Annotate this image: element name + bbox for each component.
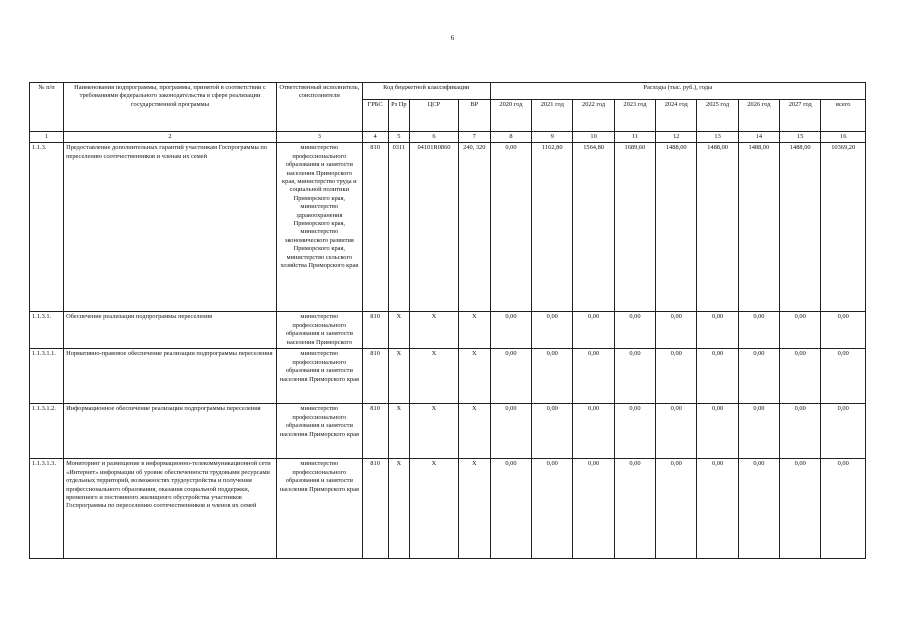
row-expense-value: 1488,00 [697,143,738,312]
row-expense-value: 0,00 [532,404,573,459]
row-expense-value: 0,00 [614,459,655,559]
row-rzpr: X [388,349,410,404]
row-vr: X [458,404,490,459]
row-name: Нормативно-правовое обеспечение реализации подпрограммы переселения [64,349,277,404]
row-executor: министерство профессионального образования и занятости населения Приморского края [276,404,362,459]
row-grbs: 810 [362,143,388,312]
row-expense-value: 0,00 [614,312,655,349]
column-index-cell: 1 [30,132,64,143]
header-year-7: 2027 год [780,100,821,132]
column-index-cell: 5 [388,132,410,143]
row-expense-value: 1162,80 [532,143,573,312]
row-vr: 240, 320 [458,143,490,312]
row-rzpr: 0311 [388,143,410,312]
row-name: Предоставление дополнительных гарантий участникам Госпрограммы по переселению соотечественников и членам их семей [64,143,277,312]
table-row [30,312,866,349]
row-expense-value: 0,00 [780,459,821,559]
header-year-4: 2024 год [656,100,697,132]
row-csr: X [410,459,459,559]
row-expense-value: 0,00 [656,349,697,404]
row-number: 1.1.3. [30,143,64,312]
row-expense-value: 0,00 [490,459,531,559]
row-grbs: 810 [362,349,388,404]
column-index-cell: 15 [780,132,821,143]
row-vr: X [458,349,490,404]
row-expense-value: 0,00 [573,404,614,459]
row-vr: X [458,459,490,559]
row-expense-value: 0,00 [780,312,821,349]
row-expense-value: 0,00 [821,349,866,404]
header-year-1: 2021 год [532,100,573,132]
row-expense-value: 0,00 [697,459,738,559]
header-expenses: Расходы (тыс. руб.), годы [490,83,865,100]
header-name: Наименования подпрограммы, программы, принятой в соответствии с требованиями федерального законодательства в сфере реализации государственной программы [64,83,277,132]
header-year-2: 2022 год [573,100,614,132]
row-rzpr: X [388,404,410,459]
column-index-cell: 14 [738,132,779,143]
column-index-cell: 13 [697,132,738,143]
page-number: 6 [450,34,455,42]
column-index-cell: 8 [490,132,531,143]
row-rzpr: X [388,459,410,559]
row-expense-value: 0,00 [738,312,779,349]
row-number: 1.1.3.1. [30,312,64,349]
row-csr: 04101R0860 [410,143,459,312]
row-name: Обеспечение реализации подпрограммы переселения [64,312,277,349]
row-expense-value: 1689,60 [614,143,655,312]
row-name: Мониторинг и размещение в информационно-телекоммуникационной сети «Интернет» информации об уровне обеспеченности трудовыми ресурсами отдельных территорий, возможностях трудоустройства и получения профессионального образования, оказания социальной поддержки, временного и постоянного жилищного обустройства участников Госпрограммы по переселению соотечественников и членов их семей [64,459,277,559]
row-expense-value: 0,00 [656,459,697,559]
header-year-8: всего [821,100,866,132]
row-expense-value: 0,00 [532,312,573,349]
row-vr: X [458,312,490,349]
header-budget-code: Код бюджетной классификации [362,83,490,100]
column-index-cell: 9 [532,132,573,143]
header-year-5: 2025 год [697,100,738,132]
row-expense-value: 1488,00 [656,143,697,312]
row-expense-value: 0,00 [490,404,531,459]
row-expense-value: 0,00 [656,404,697,459]
row-expense-value: 0,00 [821,312,866,349]
row-expense-value: 1488,00 [780,143,821,312]
table-row [30,404,866,459]
row-csr: X [410,404,459,459]
column-index-cell: 4 [362,132,388,143]
row-expense-value: 0,00 [738,459,779,559]
row-expense-value: 0,00 [490,143,531,312]
row-executor: министерство профессионального образования и занятости населения Приморского [276,312,362,349]
row-grbs: 810 [362,404,388,459]
expenses-table [29,82,866,559]
column-index-cell: 7 [458,132,490,143]
row-expense-value: 0,00 [614,349,655,404]
row-expense-value: 0,00 [490,349,531,404]
row-name: Информационное обеспечение реализации подпрограммы переселения [64,404,277,459]
row-executor: министерство профессионального образования и занятости населения Приморского края [276,349,362,404]
column-index-cell: 6 [410,132,459,143]
row-csr: X [410,312,459,349]
row-expense-value: 0,00 [697,349,738,404]
header-executor: Ответственный исполнитель, соисполнители [276,83,362,132]
column-index-cell: 10 [573,132,614,143]
header-year-3: 2023 год [614,100,655,132]
row-expense-value: 0,00 [656,312,697,349]
row-executor: министерство профессионального образования и занятости населения Приморского края, министерство труда и социальной политики Приморского края, министерство здравоохранения Приморского края, министерство экономического развития Приморского края, министерство сельского хозяйства Приморского края [276,143,362,312]
table-body [30,83,866,559]
row-rzpr: X [388,312,410,349]
row-expense-value: 0,00 [821,459,866,559]
column-index-cell: 2 [64,132,277,143]
row-grbs: 810 [362,312,388,349]
row-expense-value: 1488,00 [738,143,779,312]
row-number: 1.1.3.1.3. [30,459,64,559]
header-code-1: Рз Пр [388,100,410,132]
header-year-6: 2026 год [738,100,779,132]
row-grbs: 810 [362,459,388,559]
column-index-cell: 11 [614,132,655,143]
row-number: 1.1.3.1.2. [30,404,64,459]
header-num: № п/п [30,83,64,132]
row-expense-value: 0,00 [780,349,821,404]
row-expense-value: 0,00 [532,459,573,559]
row-executor: министерство профессионального образования и занятости населения Приморского края [276,459,362,559]
header-code-2: ЦСР [410,100,459,132]
row-expense-value: 0,00 [738,404,779,459]
row-number: 1.1.3.1.1. [30,349,64,404]
row-expense-value: 0,00 [738,349,779,404]
table-row [30,349,866,404]
table-row [30,143,866,312]
row-expense-value: 0,00 [614,404,655,459]
row-expense-value: 1564,80 [573,143,614,312]
column-index-cell: 12 [656,132,697,143]
header-code-3: ВР [458,100,490,132]
row-expense-value: 0,00 [573,459,614,559]
row-csr: X [410,349,459,404]
row-expense-value: 10369,20 [821,143,866,312]
row-expense-value: 0,00 [821,404,866,459]
row-expense-value: 0,00 [697,404,738,459]
row-expense-value: 0,00 [780,404,821,459]
header-year-0: 2020 год [490,100,531,132]
column-index-cell: 3 [276,132,362,143]
table-row [30,459,866,559]
row-expense-value: 0,00 [532,349,573,404]
row-expense-value: 0,00 [490,312,531,349]
row-expense-value: 0,00 [573,312,614,349]
row-expense-value: 0,00 [697,312,738,349]
column-index-cell: 16 [821,132,866,143]
row-expense-value: 0,00 [573,349,614,404]
header-code-0: ГРБС [362,100,388,132]
